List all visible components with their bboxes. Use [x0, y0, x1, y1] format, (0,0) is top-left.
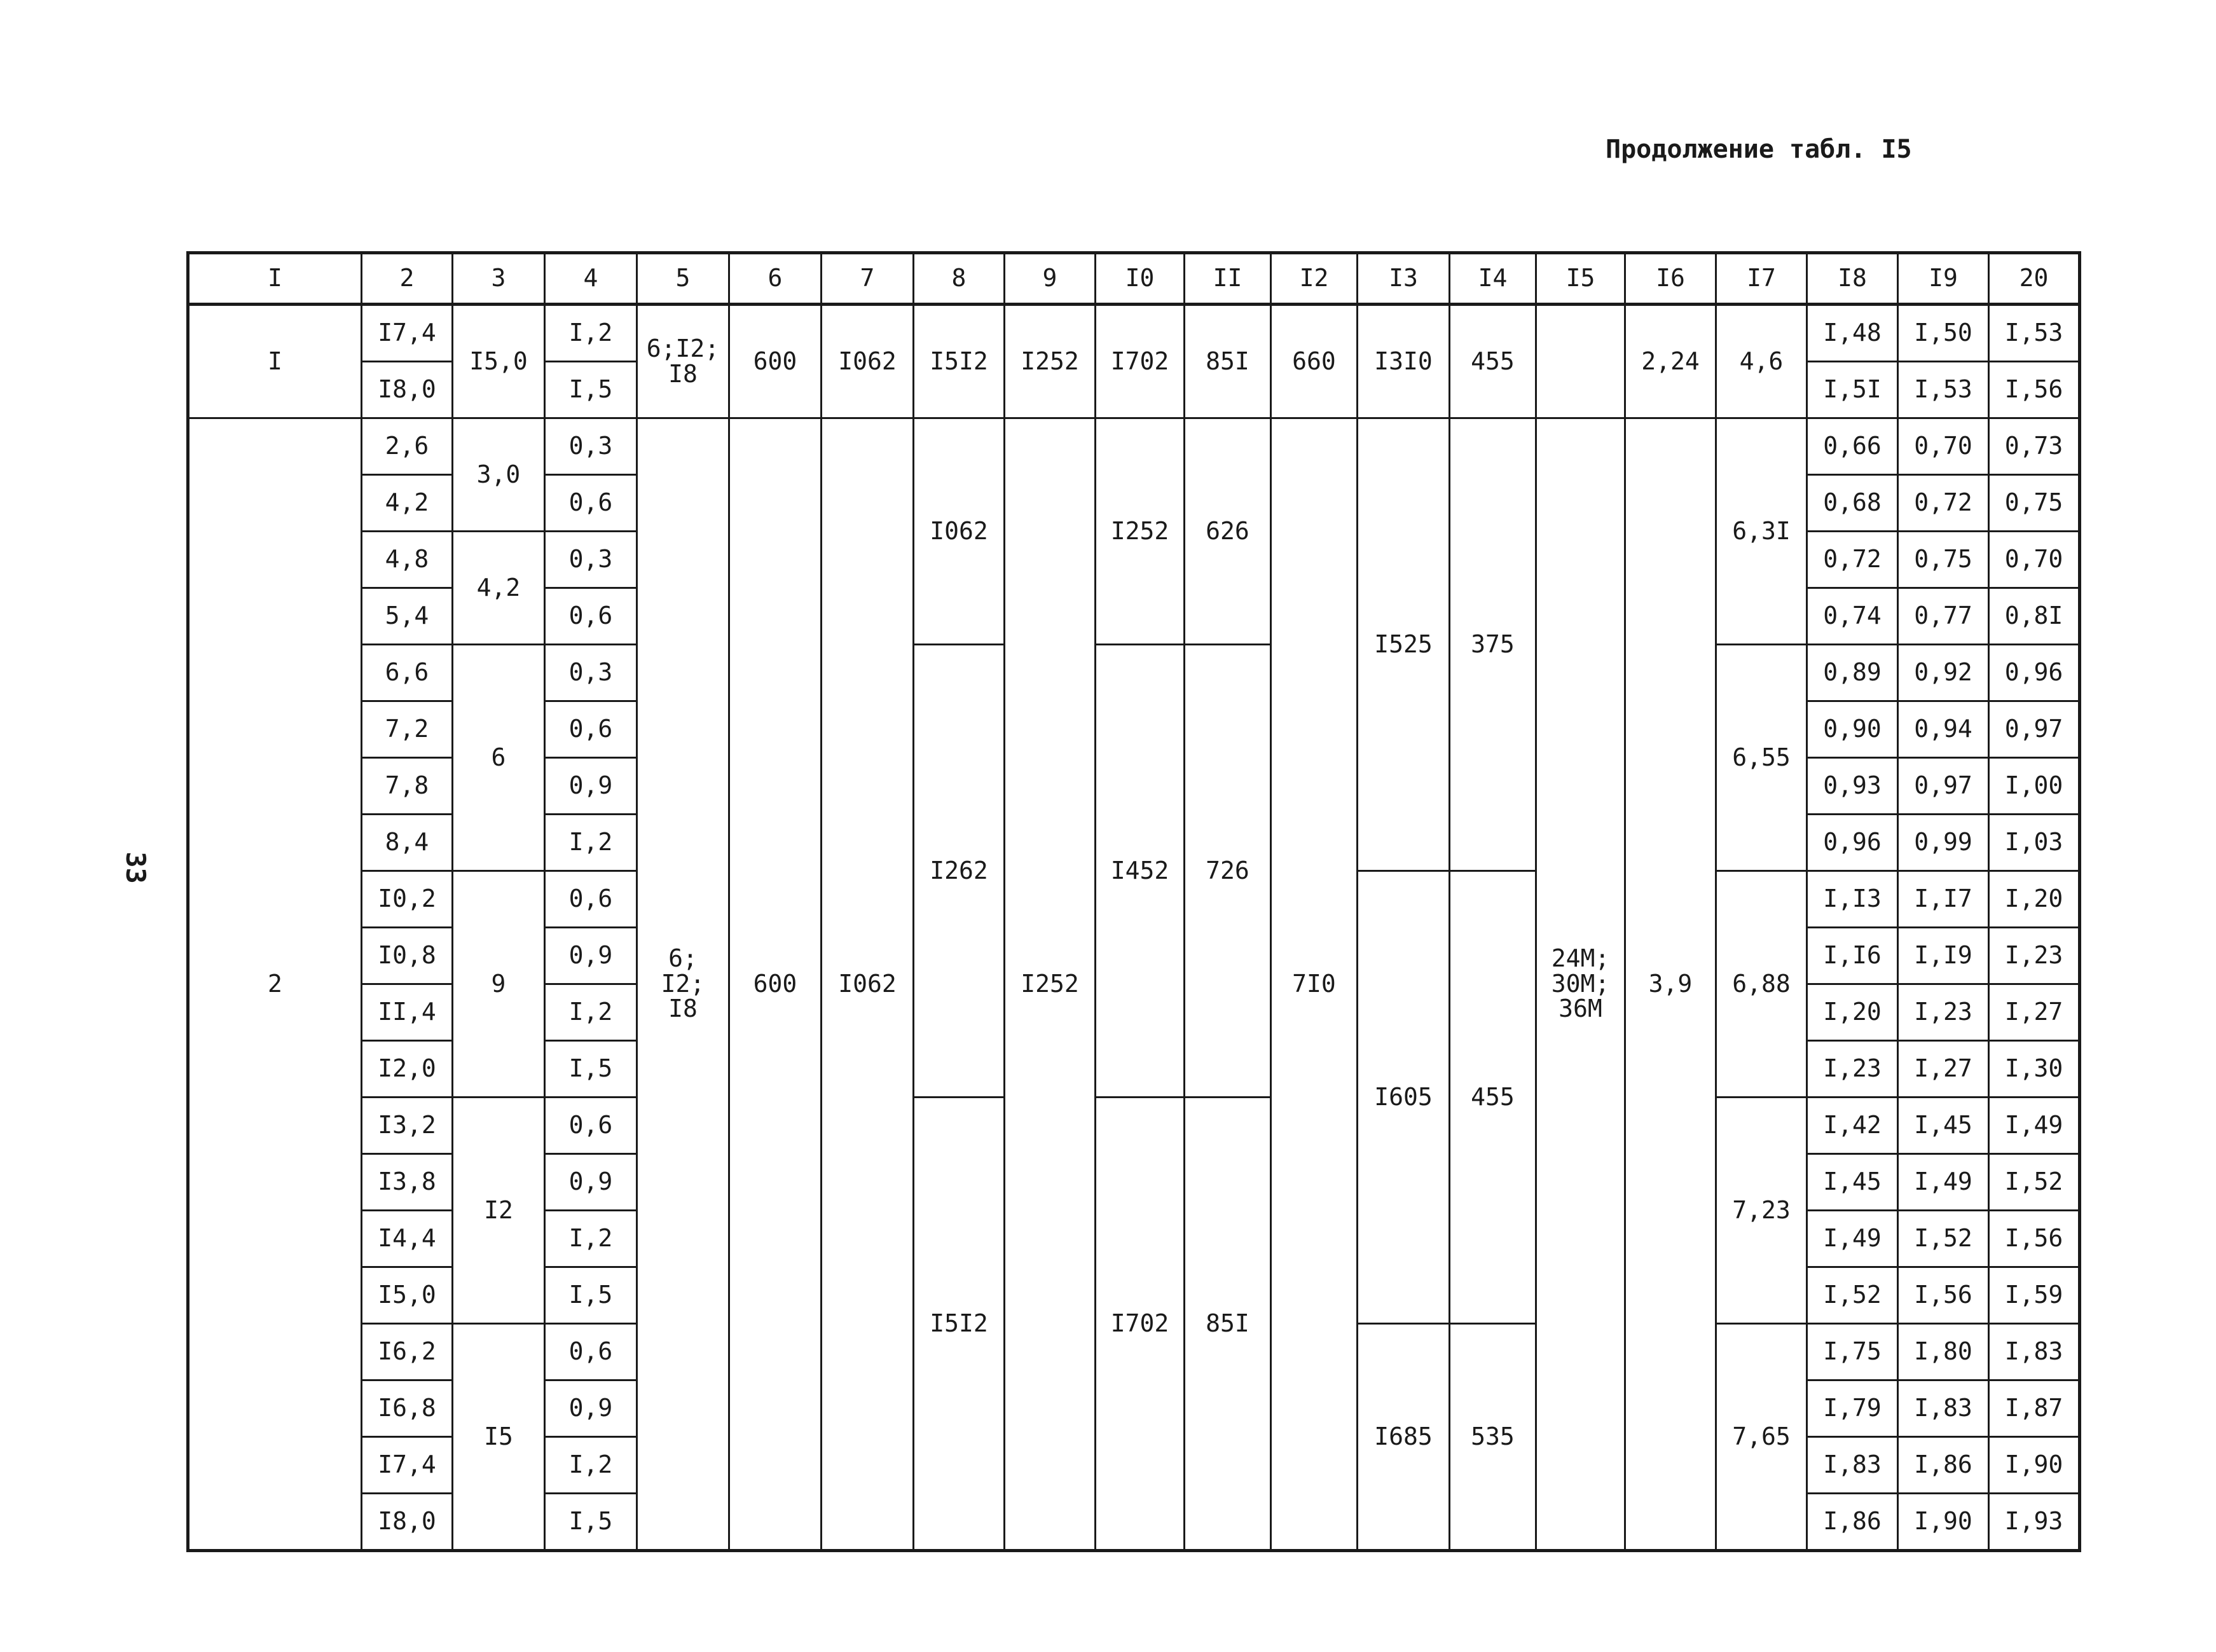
table-cell: I7,4: [362, 1437, 453, 1494]
column-header: I3: [1358, 253, 1450, 305]
table-cell: I,2: [545, 1211, 637, 1267]
table-cell: 0,97: [1898, 758, 1989, 815]
table-cell: 0,89: [1807, 645, 1898, 701]
column-header: 5: [637, 253, 729, 305]
table-cell: 455: [1450, 871, 1536, 1324]
column-header: I5: [1536, 253, 1625, 305]
table-cell: I,I9: [1898, 928, 1989, 984]
table-cell: I,5: [545, 362, 637, 418]
table-cell: 0,3: [545, 645, 637, 701]
table-cell: [1536, 305, 1625, 418]
table-cell: 0,6: [545, 475, 637, 532]
table-cell: 3,0: [453, 418, 545, 532]
column-header: 3: [453, 253, 545, 305]
table-cell: I6,8: [362, 1380, 453, 1437]
table-cell: I,42: [1807, 1098, 1898, 1154]
page-number: 33: [120, 851, 151, 884]
table-cell: 85I: [1185, 1098, 1271, 1551]
table-cell: 0,73: [1989, 418, 2080, 475]
table-cell: 0,77: [1898, 588, 1989, 645]
group-number-cell: I: [188, 305, 362, 418]
column-header: 8: [914, 253, 1005, 305]
table-cell: 535: [1450, 1324, 1536, 1551]
data-table: [186, 251, 2081, 1552]
table-cell: I5,0: [362, 1267, 453, 1324]
table-cell: I5I2: [914, 1098, 1005, 1551]
table-cell: 0,9: [545, 1154, 637, 1211]
table-cell: 2,6: [362, 418, 453, 475]
table-cell: I,53: [1898, 362, 1989, 418]
table-cell: I,23: [1807, 1041, 1898, 1098]
table-cell: I,I3: [1807, 871, 1898, 928]
column-header: I2: [1271, 253, 1358, 305]
table-cell: I,27: [1898, 1041, 1989, 1098]
table-row: [188, 305, 2080, 362]
table-cell: I,90: [1898, 1494, 1989, 1551]
table-cell: I,2: [545, 984, 637, 1041]
table-cell: 3,9: [1625, 418, 1716, 1551]
table-cell: 85I: [1185, 305, 1271, 418]
table-cell: I702: [1096, 305, 1185, 418]
table-cell: I,90: [1989, 1437, 2080, 1494]
cell-line: 30М;: [1551, 969, 1610, 998]
table-cell: I,83: [1898, 1380, 1989, 1437]
column-header: I8: [1807, 253, 1898, 305]
table-cell: 0,3: [545, 532, 637, 588]
table-cell: 0,96: [1807, 815, 1898, 871]
table-cell: I,50: [1898, 305, 1989, 362]
table-cell: 0,3: [545, 418, 637, 475]
column-header: I0: [1096, 253, 1185, 305]
table-cell: I,23: [1989, 928, 2080, 984]
table-cell: I,93: [1989, 1494, 2080, 1551]
group-number-cell: 2: [188, 418, 362, 1551]
table-cell: 0,6: [545, 871, 637, 928]
table-cell: I3I0: [1358, 305, 1450, 418]
table-cell: I8,0: [362, 1494, 453, 1551]
table-cell: I,30: [1989, 1041, 2080, 1098]
table-cell: I,48: [1807, 305, 1898, 362]
table-cell: II,4: [362, 984, 453, 1041]
table-cell: 660: [1271, 305, 1358, 418]
table-cell: 4,8: [362, 532, 453, 588]
table-cell: I252: [1005, 305, 1096, 418]
column-header: I6: [1625, 253, 1716, 305]
table-cell: 0,6: [545, 701, 637, 758]
table-cell: 0,9: [545, 1380, 637, 1437]
table-cell: 6: [453, 645, 545, 871]
table-cell: 7,23: [1716, 1098, 1807, 1324]
table-cell: 0,8I: [1989, 588, 2080, 645]
table-cell: 0,97: [1989, 701, 2080, 758]
table-cell: 0,6: [545, 1098, 637, 1154]
table-cell: 9: [453, 871, 545, 1098]
table-cell: I,56: [1989, 1211, 2080, 1267]
table-cell: I6,2: [362, 1324, 453, 1380]
header-row: [188, 253, 2080, 305]
table-cell: I,5: [545, 1041, 637, 1098]
table-cell: I452: [1096, 645, 1185, 1098]
table-cell: I,00: [1989, 758, 2080, 815]
table-cell: I,23: [1898, 984, 1989, 1041]
stacked-cell: [637, 418, 729, 1551]
table-cell: 6,6: [362, 645, 453, 701]
table-cell: 4,6: [1716, 305, 1807, 418]
column-header: I7: [1716, 253, 1807, 305]
table-cell: 8,4: [362, 815, 453, 871]
table-cell: 0,66: [1807, 418, 1898, 475]
table-cell: 7,2: [362, 701, 453, 758]
table-cell: 0,70: [1898, 418, 1989, 475]
table-cell: I262: [914, 645, 1005, 1098]
table-cell: I,59: [1989, 1267, 2080, 1324]
table-cell: 0,6: [545, 1324, 637, 1380]
table-cell: I,27: [1989, 984, 2080, 1041]
table-cell: I,56: [1989, 362, 2080, 418]
column-header: 7: [822, 253, 914, 305]
table-cell: I,56: [1898, 1267, 1989, 1324]
table-cell: I062: [822, 418, 914, 1551]
table-cell: 600: [729, 305, 822, 418]
table-cell: I2: [453, 1098, 545, 1324]
table-cell: I,52: [1807, 1267, 1898, 1324]
table-cell: 6;I2; I8: [637, 305, 729, 418]
table-cell: I,2: [545, 305, 637, 362]
table-cell: I,5I: [1807, 362, 1898, 418]
table-cell: 0,72: [1807, 532, 1898, 588]
table-cell: I2,0: [362, 1041, 453, 1098]
table-cell: I,87: [1989, 1380, 2080, 1437]
table-cell: 0,72: [1898, 475, 1989, 532]
table-cell: I,45: [1898, 1098, 1989, 1154]
table-cell: 7,65: [1716, 1324, 1807, 1551]
table-row: [188, 645, 2080, 701]
table-cell: I,79: [1807, 1380, 1898, 1437]
table-cell: I,83: [1989, 1324, 2080, 1380]
table-cell: I7,4: [362, 305, 453, 362]
table-cell: I0,2: [362, 871, 453, 928]
table-cell: 726: [1185, 645, 1271, 1098]
table-cell: 6,88: [1716, 871, 1807, 1098]
table-cell: I062: [914, 418, 1005, 645]
table-cell: I,75: [1807, 1324, 1898, 1380]
cell-line: I2;: [661, 969, 705, 998]
table-cell: 0,94: [1898, 701, 1989, 758]
table-row: [188, 418, 2080, 475]
table-cell: I,49: [1989, 1098, 2080, 1154]
table-cell: 0,68: [1807, 475, 1898, 532]
cell-line: 36М: [1559, 995, 1602, 1023]
table-cell: 0,9: [545, 758, 637, 815]
table-cell: 7,8: [362, 758, 453, 815]
table-cell: I5: [453, 1324, 545, 1551]
table-cell: I0,8: [362, 928, 453, 984]
table-cell: I8,0: [362, 362, 453, 418]
table-cell: I3,8: [362, 1154, 453, 1211]
table-cell: I525: [1358, 418, 1450, 871]
column-header: 4: [545, 253, 637, 305]
cell-line: 24М;: [1551, 944, 1610, 972]
table-cell: I,83: [1807, 1437, 1898, 1494]
table-cell: 6,55: [1716, 645, 1807, 871]
table-cell: 0,99: [1898, 815, 1989, 871]
table-cell: I252: [1005, 418, 1096, 1551]
table-cell: 626: [1185, 418, 1271, 645]
table-cell: I702: [1096, 1098, 1185, 1551]
column-header: 2: [362, 253, 453, 305]
table-cell: 4,2: [362, 475, 453, 532]
table-cell: 0,9: [545, 928, 637, 984]
cell-line: 6;: [668, 944, 698, 972]
table-cell: I,49: [1807, 1211, 1898, 1267]
column-header: 9: [1005, 253, 1096, 305]
table-continuation-title: Продолжение табл. I5: [1606, 135, 1912, 164]
column-header: 20: [1989, 253, 2080, 305]
table-cell: I,20: [1807, 984, 1898, 1041]
table-cell: I062: [822, 305, 914, 418]
column-header: I: [188, 253, 362, 305]
table-cell: 0,74: [1807, 588, 1898, 645]
table-cell: I685: [1358, 1324, 1450, 1551]
table-cell: 0,92: [1898, 645, 1989, 701]
table-cell: 0,6: [545, 588, 637, 645]
table-cell: 0,90: [1807, 701, 1898, 758]
column-header: I4: [1450, 253, 1536, 305]
table-cell: I,52: [1989, 1154, 2080, 1211]
table-cell: I5I2: [914, 305, 1005, 418]
table-cell: I,45: [1807, 1154, 1898, 1211]
table-cell: I,5: [545, 1267, 637, 1324]
table-cell: I,2: [545, 1437, 637, 1494]
table-cell: 375: [1450, 418, 1536, 871]
column-header: 6: [729, 253, 822, 305]
table-cell: 455: [1450, 305, 1536, 418]
table-cell: 7I0: [1271, 418, 1358, 1551]
table-cell: 0,75: [1898, 532, 1989, 588]
table-cell: 0,75: [1989, 475, 2080, 532]
column-header: I9: [1898, 253, 1989, 305]
table-cell: I,I7: [1898, 871, 1989, 928]
table-cell: I,86: [1807, 1494, 1898, 1551]
table-cell: I,80: [1898, 1324, 1989, 1380]
table-cell: 6,3I: [1716, 418, 1807, 645]
table-cell: 0,70: [1989, 532, 2080, 588]
table-cell: I,86: [1898, 1437, 1989, 1494]
table-cell: I4,4: [362, 1211, 453, 1267]
table-cell: I,52: [1898, 1211, 1989, 1267]
table-cell: 0,96: [1989, 645, 2080, 701]
table-cell: I,I6: [1807, 928, 1898, 984]
table-cell: I,5: [545, 1494, 637, 1551]
table-cell: 5,4: [362, 588, 453, 645]
table-cell: I5,0: [453, 305, 545, 418]
table-cell: I,2: [545, 815, 637, 871]
table-cell: I3,2: [362, 1098, 453, 1154]
cell-line: I8: [668, 995, 698, 1023]
table-cell: 2,24: [1625, 305, 1716, 418]
table-cell: I,49: [1898, 1154, 1989, 1211]
table-cell: I,53: [1989, 305, 2080, 362]
table-cell: I252: [1096, 418, 1185, 645]
table-cell: 600: [729, 418, 822, 1551]
table-cell: 0,93: [1807, 758, 1898, 815]
table-cell: I605: [1358, 871, 1450, 1324]
stacked-cell: [1536, 418, 1625, 1551]
table-cell: I,03: [1989, 815, 2080, 871]
column-header: II: [1185, 253, 1271, 305]
table-cell: I,20: [1989, 871, 2080, 928]
table-cell: 4,2: [453, 532, 545, 645]
table-row: [188, 1098, 2080, 1154]
